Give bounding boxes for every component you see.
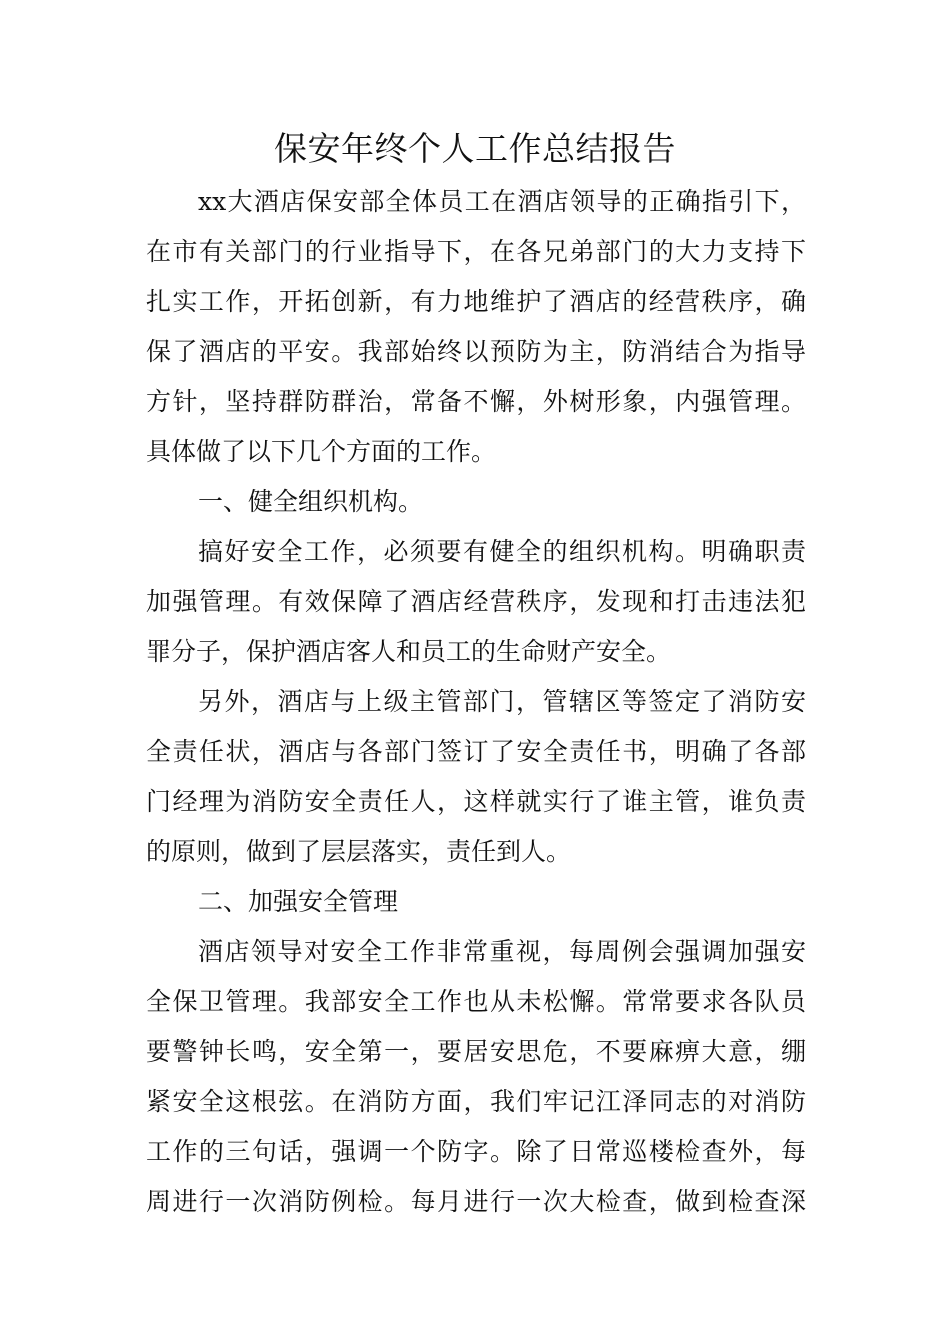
text-line: 工作的三句话，强调一个防字。除了日常巡楼检查外，每 <box>146 1137 806 1166</box>
text-line: 另外，酒店与上级主管部门，管辖区等签定了消防安 <box>198 687 806 716</box>
text-line: xx大酒店保安部全体员工在酒店领导的正确指引下， <box>198 187 806 216</box>
text-line: 加强管理。有效保障了酒店经营秩序，发现和打击违法犯 <box>146 587 806 616</box>
text-line: 一、健全组织机构。 <box>198 487 424 516</box>
text-line: 酒店领导对安全工作非常重视，每周例会强调加强安 <box>198 937 806 966</box>
text-line: 方针，坚持群防群治，常备不懈，外树形象，内强管理。 <box>146 387 806 416</box>
text-line: 的原则，做到了层层落实，责任到人。 <box>146 837 572 866</box>
text-line: 门经理为消防安全责任人，这样就实行了谁主管，谁负责 <box>146 787 806 816</box>
text-line: 具体做了以下几个方面的工作。 <box>146 437 497 466</box>
text-line: 要警钟长鸣，安全第一，要居安思危，不要麻痹大意，绷 <box>146 1037 806 1066</box>
text-line: 全责任状，酒店与各部门签订了安全责任书，明确了各部 <box>146 737 806 766</box>
text-line: 全保卫管理。我部安全工作也从未松懈。常常要求各队员 <box>146 987 806 1016</box>
text-line: 在市有关部门的行业指导下，在各兄弟部门的大力支持下 <box>146 237 806 266</box>
text-line: 扎实工作，开拓创新，有力地维护了酒店的经营秩序，确 <box>146 287 806 316</box>
text-line: 周进行一次消防例检。每月进行一次大检查，做到检查深 <box>146 1187 806 1216</box>
text-line: 搞好安全工作，必须要有健全的组织机构。明确职责 <box>198 537 806 566</box>
text-line: 紧安全这根弦。在消防方面，我们牢记江泽同志的对消防 <box>146 1087 806 1116</box>
document-body <box>146 177 806 1227</box>
text-line: 保了酒店的平安。我部始终以预防为主，防消结合为指导 <box>146 337 806 366</box>
text-line: 罪分子，保护酒店客人和员工的生命财产安全。 <box>146 637 672 666</box>
text-line: 二、加强安全管理 <box>198 887 399 916</box>
document-title: 保安年终个人工作总结报告 <box>274 129 676 168</box>
